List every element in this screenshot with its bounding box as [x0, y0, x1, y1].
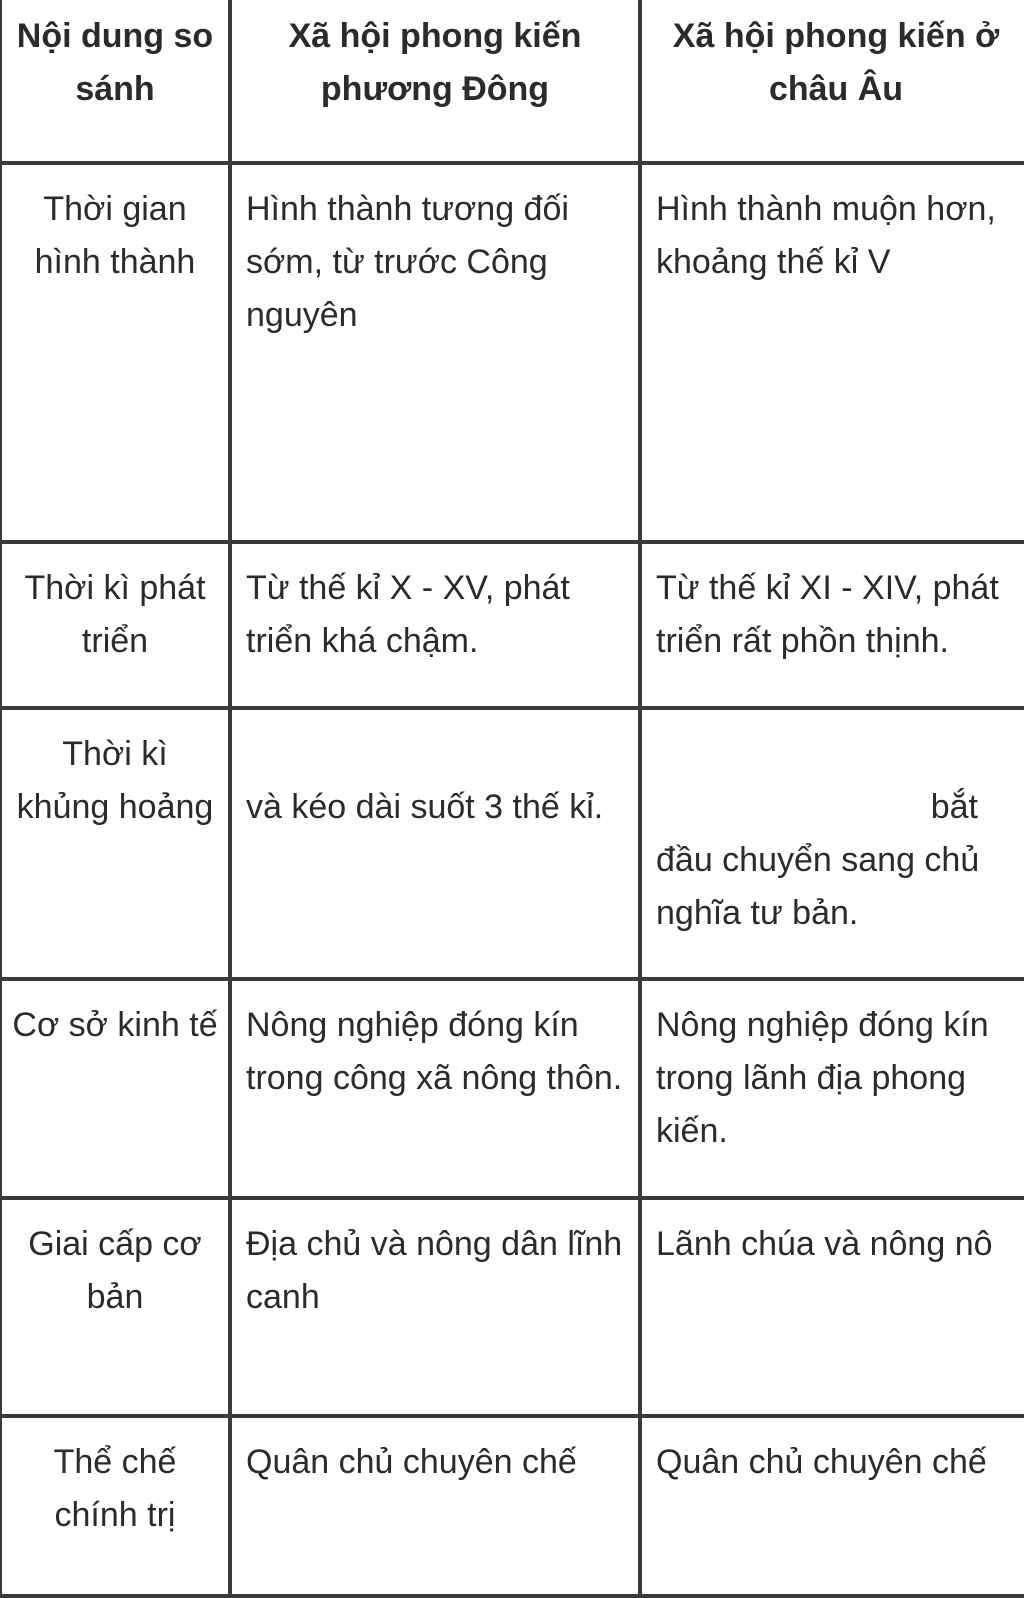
row-europe: Từ thế kỉ XI - XIV, phát triển rất phồn thịnh.: [640, 542, 1024, 708]
row-east: Từ thế kỉ X - XV, phát triển khá chậm.: [230, 542, 640, 708]
row-criterion: Thời kì phát triển: [0, 542, 230, 708]
header-europe: Xã hội phong kiến ở châu Âu: [640, 0, 1024, 163]
row-east: và kéo dài suốt 3 thế kỉ.: [230, 708, 640, 979]
table-row: [0, 708, 1024, 979]
row-criterion: Cơ sở kinh tế: [0, 979, 230, 1198]
row-europe: Hình thành muộn hơn, khoảng thế kỉ V: [640, 163, 1024, 542]
row-east: Hình thành tương đối sớm, từ trước Công nguyên: [230, 163, 640, 542]
row-criterion: Thời kì khủng hoảng: [0, 708, 230, 979]
row-europe: Quân chủ chuyên chế: [640, 1416, 1024, 1596]
table-row: [0, 1198, 1024, 1416]
table-row: [0, 163, 1024, 542]
row-criterion: Thời gian hình thành: [0, 163, 230, 542]
header-east: Xã hội phong kiến phương Đông: [230, 0, 640, 163]
table-row: [0, 542, 1024, 708]
row-europe: Lãnh chúa và nông nô: [640, 1198, 1024, 1416]
row-east: Địa chủ và nông dân lĩnh canh: [230, 1198, 640, 1416]
row-europe-rest: đầu chuyển sang chủ nghĩa tư bản.: [656, 841, 980, 932]
row-criterion: Thể chế chính trị: [0, 1416, 230, 1596]
table-row: [0, 979, 1024, 1198]
header-criterion: Nội dung so sánh: [0, 0, 230, 163]
row-east: Quân chủ chuyên chế: [230, 1416, 640, 1596]
row-europe: Nông nghiệp đóng kín trong lãnh địa phong kiến.: [640, 979, 1024, 1198]
row-east: Nông nghiệp đóng kín trong công xã nông thôn.: [230, 979, 640, 1198]
header-row: [0, 0, 1024, 163]
row-europe: [640, 708, 1024, 979]
row-criterion: Giai cấp cơ bản: [0, 1198, 230, 1416]
table-row: [0, 1416, 1024, 1596]
row-europe-line1: bắt: [930, 788, 978, 826]
